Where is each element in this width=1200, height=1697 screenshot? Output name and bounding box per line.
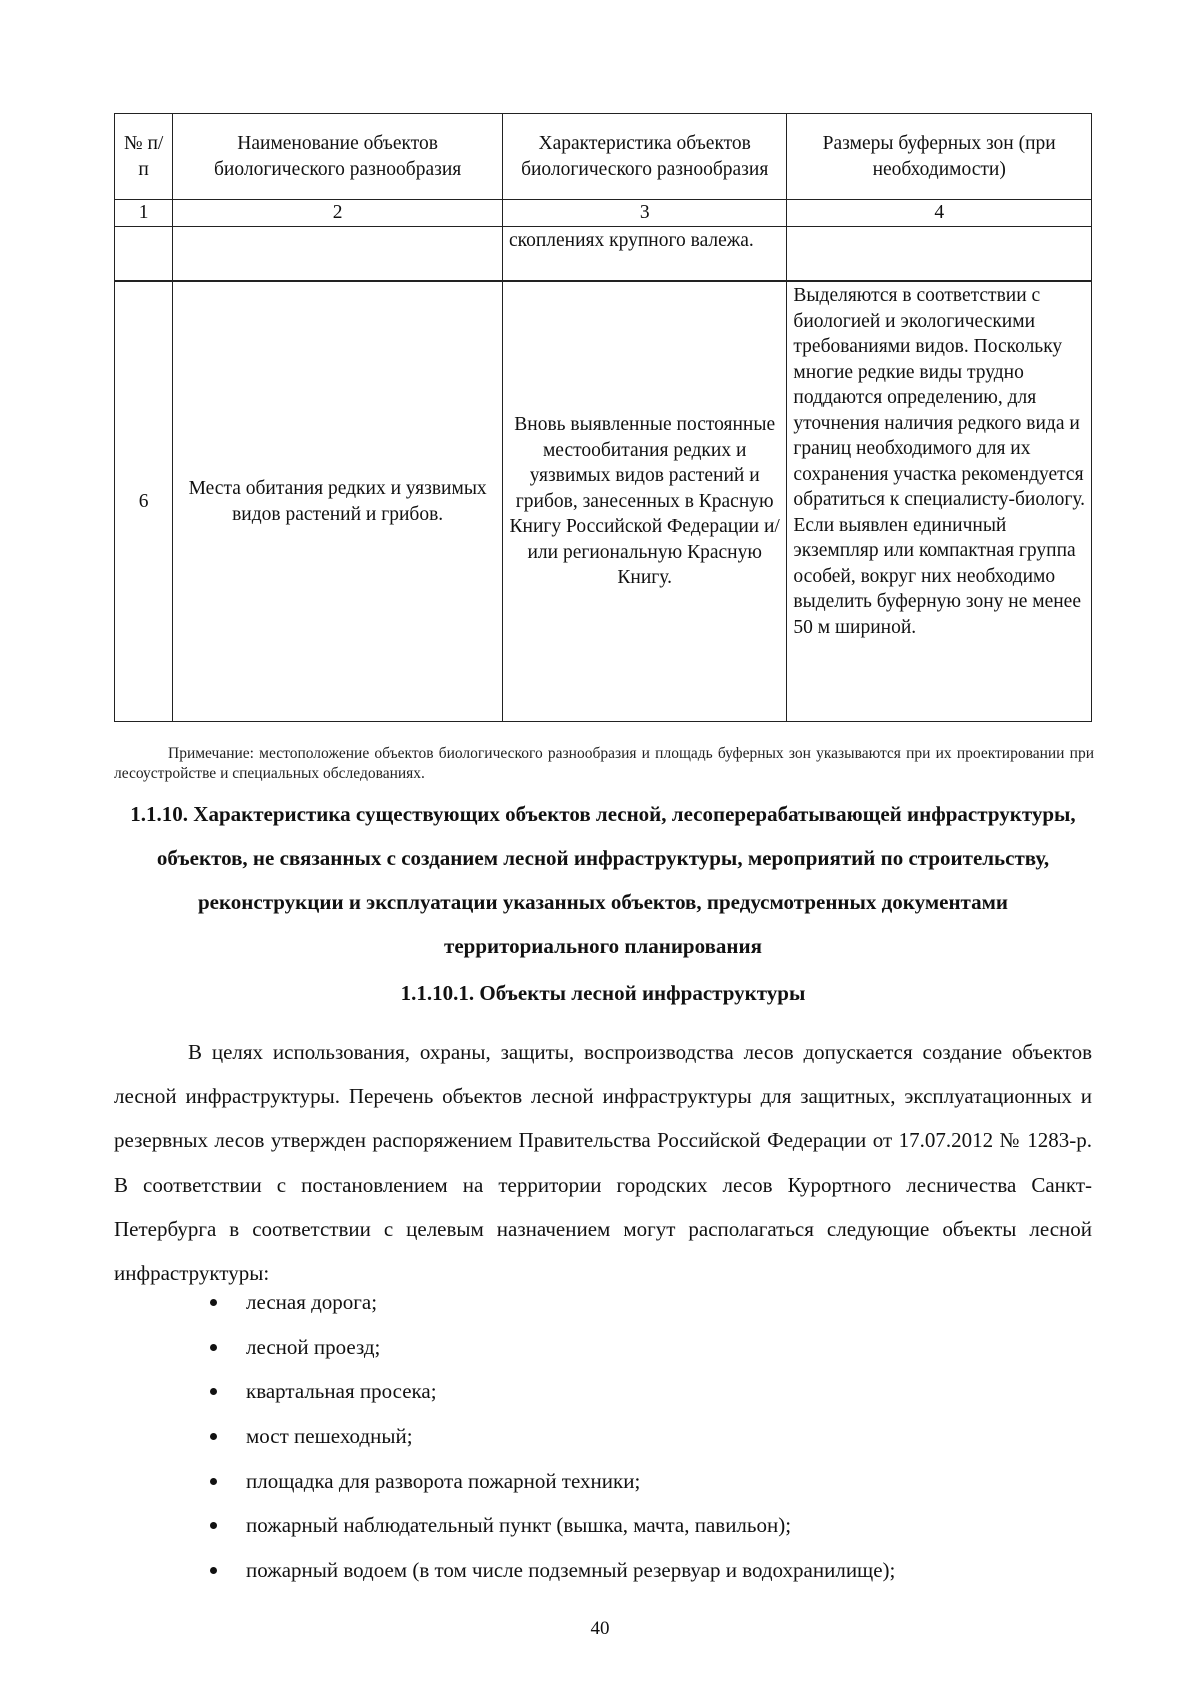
table-header-row — [115, 114, 1092, 200]
body-paragraph: В целях использования, охраны, защиты, воспроизводства лесов допускается создание объектов лесной инфраструктуры. Перечень объектов лесной инфраструктуры для защитных, эксплуатационных и резервных лесов утвержден распоряжением Правительства Российской Федерации от 17.07.2012 № 1283-р. В соответствии с постановлением на территории городских лесов Курортного лесничества Санкт-Петербурга в соответствии с целевым назначением могут располагаться следующие объекты лесной инфраструктуры: — [114, 1040, 1092, 1286]
page-number: 40 — [590, 1618, 610, 1639]
table-row-continued — [115, 227, 1092, 282]
bullet-icon — [210, 1299, 217, 1306]
continued-characteristic: скоплениях крупного валежа. — [502, 227, 786, 282]
row-buffer-size: Выделяются в соответствии с биологией и экологическими требованиями видов. Поскольку многие редкие виды трудно поддаются определению, для уточнения наличия редкого вида и границ необходимого для их сохранения участка рекомендуется обратиться к специалисту-биологу. Если выявлен единичный экземпляр или компактная группа особей, вокруг них необходимо выделить буферную зону не менее 50 м шириной. — [787, 281, 1092, 722]
list-item — [114, 1414, 1092, 1459]
list-item-text: пожарный наблюдательный пункт (вышка, мачта, павильон); — [246, 1513, 792, 1538]
header-number: № п/п — [115, 114, 173, 200]
column-number: 2 — [173, 200, 503, 227]
bullet-icon — [210, 1567, 217, 1574]
biodiversity-table — [114, 113, 1092, 722]
header-characteristic: Характеристика объектов биологического разнообразия — [502, 114, 786, 200]
section-heading: 1.1.10. Характеристика существующих объектов лесной, лесоперерабатывающей инфраструктуры, объектов, не связанных с созданием лесной инфраструктуры, мероприятий по строительству, реконструкции и эксплуатации указанных объектов, предусмотренных документами территориального планирования — [130, 802, 1076, 958]
list-item — [114, 1503, 1092, 1548]
table-row — [115, 281, 1092, 722]
infrastructure-list — [114, 1280, 1092, 1593]
column-number: 4 — [787, 200, 1092, 227]
column-numbers-row — [115, 200, 1092, 227]
table-cell — [787, 227, 1092, 282]
bullet-icon — [210, 1344, 217, 1351]
list-item-text: пожарный водоем (в том числе подземный резервуар и водохранилище); — [246, 1558, 896, 1583]
row-number: 6 — [115, 281, 173, 722]
list-item — [114, 1280, 1092, 1325]
bullet-icon — [210, 1478, 217, 1485]
bullet-icon — [210, 1433, 217, 1440]
list-item-text: лесная дорога; — [246, 1290, 378, 1314]
column-number: 1 — [115, 200, 173, 227]
row-characteristic: Вновь выявленные постоянные местообитания редких и уязвимых видов растений и грибов, занесенных в Красную Книгу Российской Федерации и/или региональную Красную Книгу. — [502, 281, 786, 722]
bullet-icon — [210, 1522, 217, 1529]
subsection-heading: 1.1.10.1. Объекты лесной инфраструктуры — [400, 981, 806, 1005]
row-object-name: Места обитания редких и уязвимых видов растений и грибов. — [173, 281, 503, 722]
column-number: 3 — [502, 200, 786, 227]
list-item-text: лесной проезд; — [246, 1334, 381, 1359]
header-buffer-size: Размеры буферных зон (при необходимости) — [787, 114, 1092, 200]
table-cell — [173, 227, 503, 282]
list-item-text: мост пешеходный; — [246, 1424, 413, 1449]
list-item-text: квартальная просека; — [246, 1379, 437, 1404]
list-item-text: площадка для разворота пожарной техники; — [246, 1468, 641, 1493]
header-object-name: Наименование объектов биологического разнообразия — [173, 114, 503, 200]
list-item — [114, 1548, 1092, 1593]
list-item — [114, 1369, 1092, 1414]
list-item — [114, 1459, 1092, 1504]
list-item — [114, 1325, 1092, 1370]
table-cell — [115, 227, 173, 282]
table-note: Примечание: местоположение объектов биологического разнообразия и площадь буферных зон указываются при их проектировании при лесоустройстве и специальных обследованиях. — [114, 745, 1094, 782]
bullet-icon — [210, 1388, 217, 1395]
